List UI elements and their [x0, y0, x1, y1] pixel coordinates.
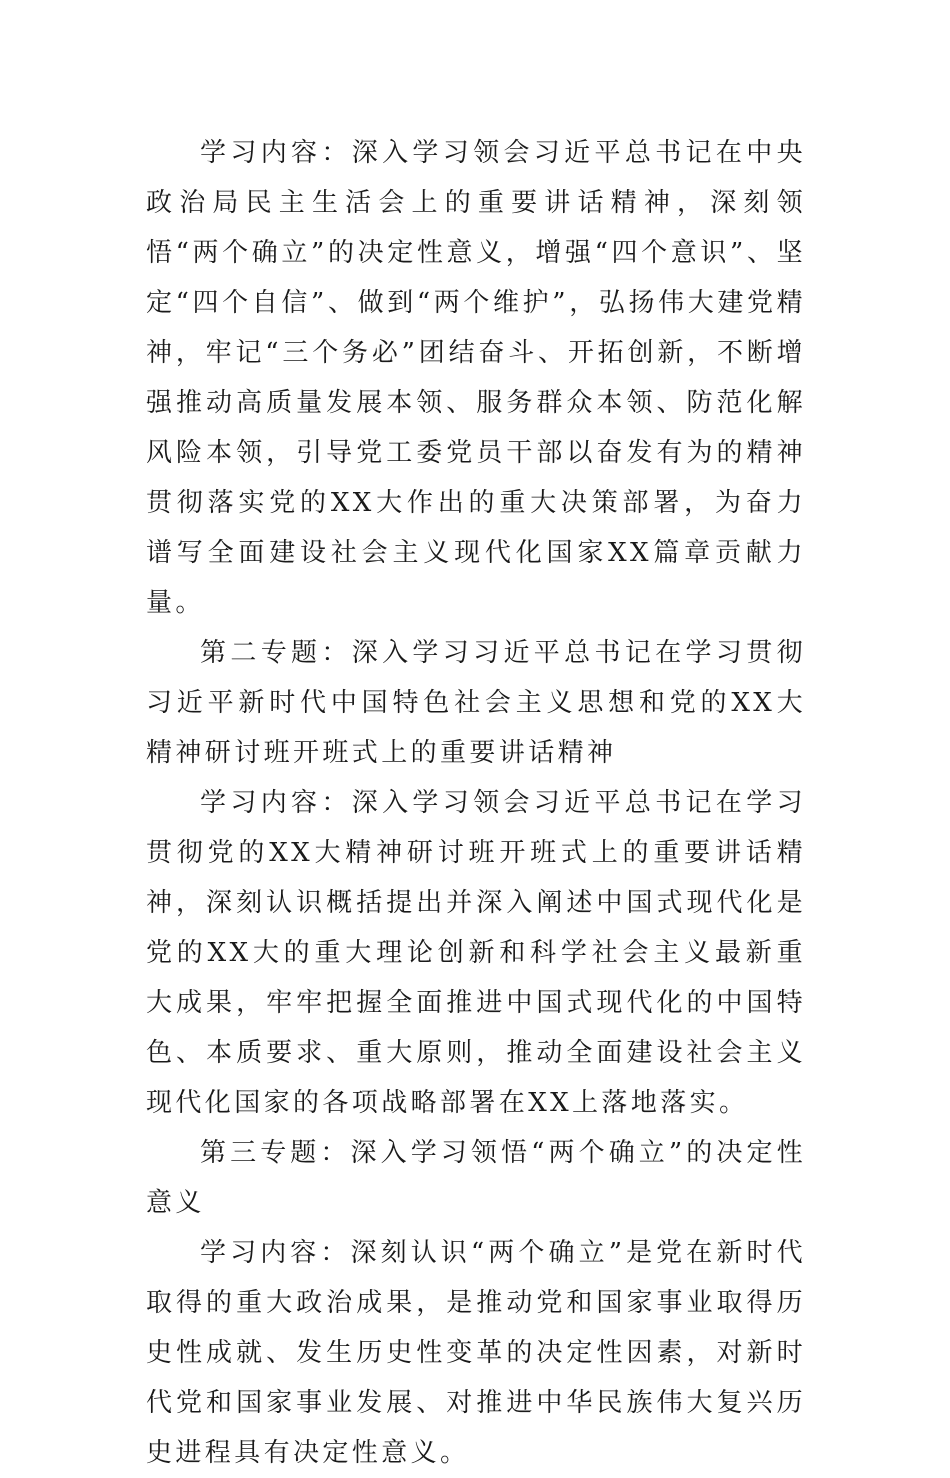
paragraph-topic-3-heading: 第三专题：深入学习领悟“两个确立”的决定性意义	[146, 1138, 806, 1218]
paragraph-study-content-2: 学习内容：深入学习领会习近平总书记在学习贯彻党的XX大精神研讨班开班式上的重要讲话精神，深刻认识概括提出并深入阐述中国式现代化是党的XX大的重大理论创新和科学社会主义最新重大成果，牢牢把握全面推进中国式现代化的中国特色、本质要求、重大原则，推动全面建设社会主义现代化国家的各项战略部署在XX上落地落实。	[146, 788, 806, 1118]
paragraph-study-content-1: 学习内容：深入学习领会习近平总书记在中央政治局民主生活会上的重要讲话精神，深刻领悟“两个确立”的决定性意义，增强“四个意识”、坚定“四个自信”、做到“两个维护”，弘扬伟大建党精神，牢记“三个务必”团结奋斗、开拓创新，不断增强推动高质量发展本领、服务群众本领、防范化解风险本领，引导党工委党员干部以奋发有为的精神贯彻落实党的XX大作出的重大决策部署，为奋力谱写全面建设社会主义现代化国家XX篇章贡献力量。	[146, 138, 806, 618]
document-body	[146, 128, 806, 1478]
paragraph-topic-2-heading: 第二专题：深入学习习近平总书记在学习贯彻习近平新时代中国特色社会主义思想和党的XX大精神研讨班开班式上的重要讲话精神	[146, 638, 806, 768]
paragraph-study-content-3: 学习内容：深刻认识“两个确立”是党在新时代取得的重大政治成果，是推动党和国家事业取得历史性成就、发生历史性变革的决定性因素，对新时代党和国家事业发展、对推进中华民族伟大复兴历史进程具有决定性意义。	[146, 1238, 806, 1468]
